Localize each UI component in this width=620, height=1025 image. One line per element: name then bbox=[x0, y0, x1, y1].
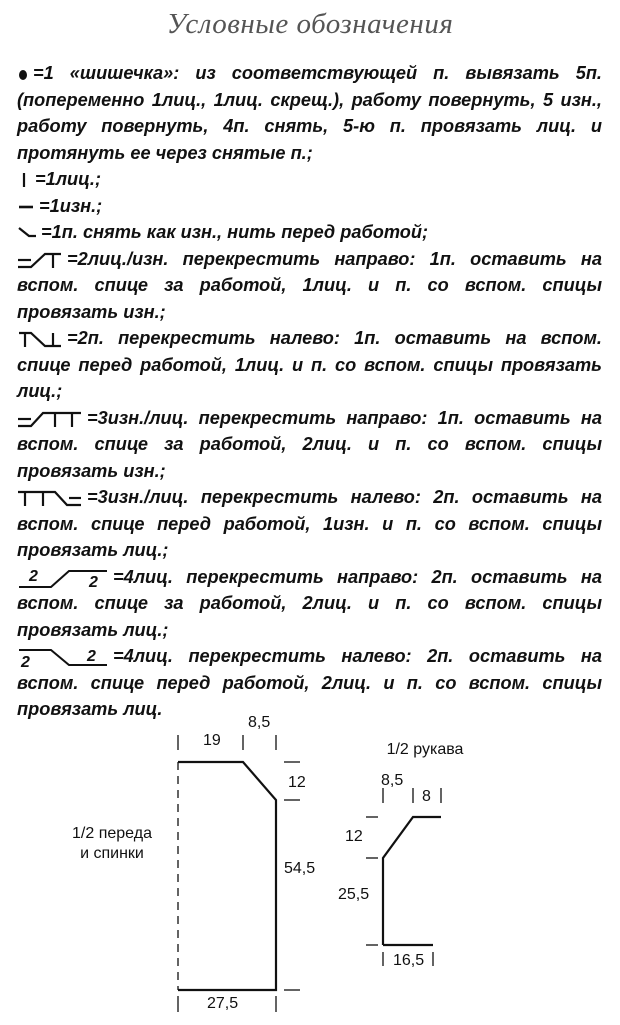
cross-right-3-icon bbox=[17, 409, 83, 429]
symbol-number: 2 bbox=[29, 567, 38, 585]
cross-left-4-icon bbox=[17, 645, 109, 669]
purl-dash-icon bbox=[17, 198, 35, 216]
pattern-schemas bbox=[0, 700, 620, 1025]
legend-entry-cross-left-2 bbox=[17, 325, 602, 405]
body-dim-bottom: 27,5 bbox=[207, 995, 239, 1012]
legend-entry-cross-right-3 bbox=[17, 405, 602, 485]
knit-bar-icon bbox=[17, 171, 31, 189]
legend-text: =4лиц. перекрестить направо: 2п. оставить на вспом. спице за работой, 2лиц. и п. со вспом. спицы провязать лиц.; bbox=[17, 566, 602, 640]
legend-text: =2лиц./изн. перекрестить направо: 1п. оставить на вспом. спице за работой, 1лиц. и п. со вспом. спицы провязать изн.; bbox=[17, 248, 602, 322]
symbol-number: 2 bbox=[89, 573, 98, 590]
legend-text: =1изн.; bbox=[39, 195, 103, 216]
sleeve-dim-bevel: 8,5 bbox=[381, 772, 404, 789]
legend-text: =1п. снять как изн., нить перед работой; bbox=[41, 222, 429, 242]
legend-text: =2п. перекрестить налево: 1п. оставить на вспом. спице перед работой, 1лиц. и п. со вспом. спицы провязать лиц.; bbox=[17, 328, 602, 401]
legend-text: =4лиц. перекрестить налево: 2п. оставить на вспом. спице перед работой, 2лиц. и п. со вспом. спицы провязать лиц. bbox=[17, 646, 602, 719]
legend-entry-bobble bbox=[17, 60, 602, 166]
legend-text: =1лиц.; bbox=[35, 169, 102, 189]
sleeve-dim-top: 8 bbox=[422, 788, 431, 805]
legend-entry-cross-right-2 bbox=[17, 246, 602, 326]
sleeve-schema-label: 1/2 рукава bbox=[386, 741, 464, 758]
page-title: Условные обозначения bbox=[166, 8, 454, 40]
legend-text: =1 «шишечка»: из соответствующей п. вывязать 5п. (попеременно 1лиц., 1лиц. скрещ.), работу повернуть, 5 изн., работу повернуть, 4п. снять, 5-ю п. провязать лиц. и протянуть ее через снятые п.; bbox=[17, 63, 602, 163]
symbol-number: 2 bbox=[21, 654, 30, 670]
bobble-dot-icon bbox=[17, 67, 29, 81]
legend-entry-cross-right-4 bbox=[17, 564, 602, 644]
legend-entry-knit bbox=[17, 166, 602, 193]
body-dim-top: 19 bbox=[203, 732, 221, 749]
legend-entry-cross-left-3 bbox=[17, 484, 602, 564]
body-dim-height: 54,5 bbox=[284, 860, 316, 877]
legend-entry-purl bbox=[17, 193, 602, 220]
legend-entry-slip bbox=[17, 219, 602, 246]
legend-text: =3изн./лиц. перекрестить налево: 2п. оставить на вспом. спице перед работой, 1изн. и п. со вспом. спицы провязать лиц.; bbox=[17, 487, 602, 560]
body-label-line1: 1/2 переда bbox=[72, 825, 152, 842]
cross-left-3-icon bbox=[17, 488, 83, 508]
legend-text: =3изн./лиц. перекрестить направо: 1п. оставить на вспом. спице за работой, 2лиц. и п. со вспом. спицы провязать изн.; bbox=[17, 407, 602, 481]
sleeve-dim-height: 25,5 bbox=[338, 886, 370, 903]
body-label-line2: и спинки bbox=[80, 845, 144, 862]
body-dim-shoulder: 8,5 bbox=[248, 714, 271, 731]
cross-right-4-icon bbox=[17, 566, 109, 590]
body-schema-label bbox=[52, 824, 172, 864]
sleeve-dim-bottom: 16,5 bbox=[393, 952, 425, 969]
sleeve-outline bbox=[383, 817, 441, 945]
cross-left-2-icon bbox=[17, 329, 63, 349]
body-outline bbox=[178, 762, 276, 990]
cross-right-2-icon bbox=[17, 250, 63, 270]
sleeve-dim-bevel-height: 12 bbox=[345, 828, 363, 845]
symbol-number: 2 bbox=[87, 648, 96, 666]
body-dim-drop: 12 bbox=[288, 774, 306, 791]
slip-diagonal-icon bbox=[17, 224, 37, 242]
legend-list bbox=[17, 60, 602, 723]
